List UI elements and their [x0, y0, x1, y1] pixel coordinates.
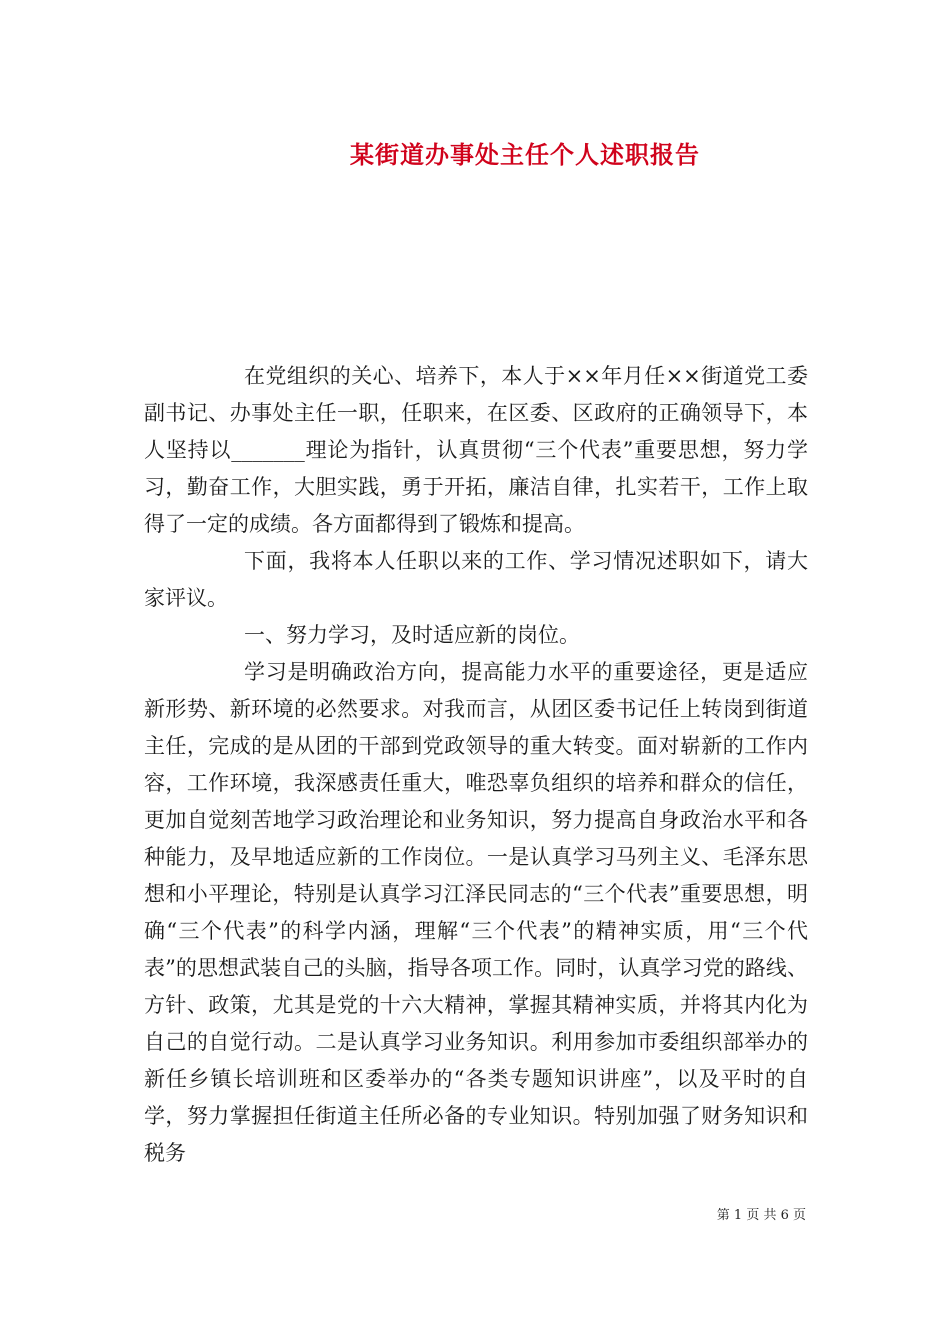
paragraph-study: 学习是明确政治方向，提高能力水平的重要途径，更是适应新形势、新环境的必然要求。对我而言，从团区委书记任上转岗到街道主任，完成的是从团的干部到党政领导的重大转变。面对崭新的工作内容，工作环境，我深感责任重大，唯恐辜负组织的培养和群众的信任，更加自觉刻苦地学习政治理论和业务知识，努力提高自身政治水平和各种能力，及早地适应新的工作岗位。一是认真学习马列主义、毛泽东思想和小平理论，特别是认真学习江泽民同志的“三个代表”重要思想，明确“三个代表”的科学内涵，理解“三个代表”的精神实质，用“三个代表”的思想武装自己的头脑，指导各项工作。同时，认真学习党的路线、方针、政策，尤其是党的十六大精神，掌握其精神实质，并将其内化为自己的自觉行动。二是认真学习业务知识。利用参加市委组织部举办的新任乡镇长培训班和区委举办的“各类专题知识讲座”，以及平时的自学，努力掌握担任街道主任所必备的专业知识。特别加强了财务知识和税务 [144, 660, 808, 1165]
document-title: 某街道办事处主任个人述职报告 [350, 140, 700, 169]
paragraph-review-request: 下面，我将本人任职以来的工作、学习情况述职如下，请大家评议。 [144, 549, 808, 610]
paragraph-intro: 在党组织的关心、培养下，本人于××年月任××街道党工委副书记、办事处主任一职，任职来，在区委、区政府的正确领导下，本人坚持以_______理论为指针，认真贯彻“三个代表”重要思想，努力学习，勤奋工作，大胆实践，勇于开拓，廉洁自律，扎实若干，工作上取得了一定的成绩。各方面都得到了锻炼和提高。 [144, 364, 808, 536]
document-body [144, 358, 808, 1172]
section-heading-1: 一、努力学习，及时适应新的岗位。 [244, 623, 580, 647]
page-number-footer: 第 1 页 共 6 页 [716, 1208, 806, 1223]
